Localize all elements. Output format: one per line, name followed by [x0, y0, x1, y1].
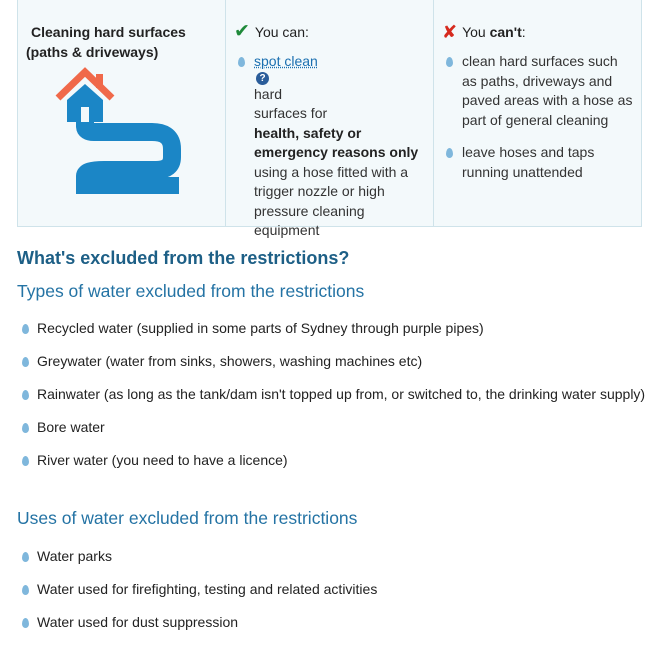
can-text-line: equipment [254, 222, 320, 238]
water-drop-icon [446, 148, 453, 158]
list-item [442, 143, 632, 182]
cant-text-line: clean hard surfaces such [462, 53, 618, 69]
list-item-text: Water used for firefighting, testing and related activities [37, 581, 378, 597]
list-item [20, 385, 645, 403]
can-text-line: using a hose fitted with a [254, 163, 409, 180]
cant-text-line: leave hoses and taps [462, 144, 595, 160]
list-item [20, 418, 645, 436]
list-item [442, 52, 632, 130]
water-drop-icon [22, 618, 29, 628]
water-drop-icon [22, 423, 29, 433]
uses-list [20, 547, 377, 646]
types-list [20, 319, 645, 484]
uses-heading: Uses of water excluded from the restrictions [17, 508, 358, 528]
can-heading-label: You can: [254, 24, 309, 40]
restrictions-table [17, 0, 642, 238]
water-drop-icon [22, 390, 29, 400]
list-item [20, 319, 645, 337]
water-drop-icon [22, 552, 29, 562]
list-item [20, 352, 645, 370]
activity-title [26, 22, 216, 62]
can-emphasis-line1: health, safety or [254, 124, 362, 141]
cant-heading-label [462, 22, 526, 42]
can-cell [226, 0, 434, 238]
cant-text-line: paved areas with a hose as [462, 92, 633, 108]
check-icon: ✔ [234, 21, 250, 42]
list-item [20, 613, 377, 631]
list-item-text: River water (you need to have a licence) [37, 452, 288, 468]
list-item-text: Bore water [37, 419, 105, 435]
activity-title-line1: Cleaning hard surfaces [31, 24, 186, 40]
list-item-text: Water parks [37, 548, 112, 564]
list-item [234, 52, 418, 241]
list-item-text: Water used for dust suppression [37, 614, 239, 630]
excluded-heading: What's excluded from the restrictions? [17, 248, 350, 268]
cross-icon: ✘ [442, 22, 458, 42]
cant-heading-suffix: : [521, 24, 526, 40]
water-drop-icon [22, 324, 29, 334]
cant-text-line: part of general cleaning [462, 111, 609, 128]
activity-cell [18, 0, 226, 226]
cant-cell [434, 0, 643, 226]
cant-heading-bold: can't [489, 24, 522, 40]
can-list [234, 52, 418, 241]
can-text-line: pressure cleaning [254, 202, 365, 219]
house-pipe-icon [54, 64, 189, 194]
spot-clean-link[interactable]: spot clean [254, 53, 318, 69]
types-heading: Types of water excluded from the restrictions [17, 281, 365, 301]
cant-text-line: running unattended [462, 163, 583, 180]
can-emphasis-line2: emergency reasons only [254, 144, 419, 160]
activity-title-line2: (paths & driveways) [26, 44, 159, 60]
water-drop-icon [446, 57, 453, 67]
list-item [20, 451, 645, 469]
cant-list [442, 52, 632, 182]
cant-heading [442, 22, 526, 42]
water-drop-icon [22, 456, 29, 466]
water-drop-icon [22, 357, 29, 367]
water-drop-icon [22, 585, 29, 595]
can-heading [234, 22, 309, 42]
cant-text-line: as paths, driveways and [462, 72, 613, 89]
list-item-text: Recycled water (supplied in some parts of Sydney through purple pipes) [37, 320, 484, 336]
cant-heading-prefix: You [462, 24, 490, 40]
question-circle-icon[interactable]: ? [256, 72, 269, 85]
list-item [20, 547, 377, 565]
list-item [20, 580, 377, 598]
list-item-text: Rainwater (as long as the tank/dam isn't topped up from, or switched to, the drinking water supply) [37, 386, 646, 402]
water-drop-icon [238, 57, 245, 67]
can-text-line: trigger nozzle or high [254, 183, 385, 199]
can-text-fragment: hard [254, 85, 283, 102]
can-text-line: surfaces for [254, 105, 328, 121]
list-item-text: Greywater (water from sinks, showers, washing machines etc) [37, 353, 423, 369]
